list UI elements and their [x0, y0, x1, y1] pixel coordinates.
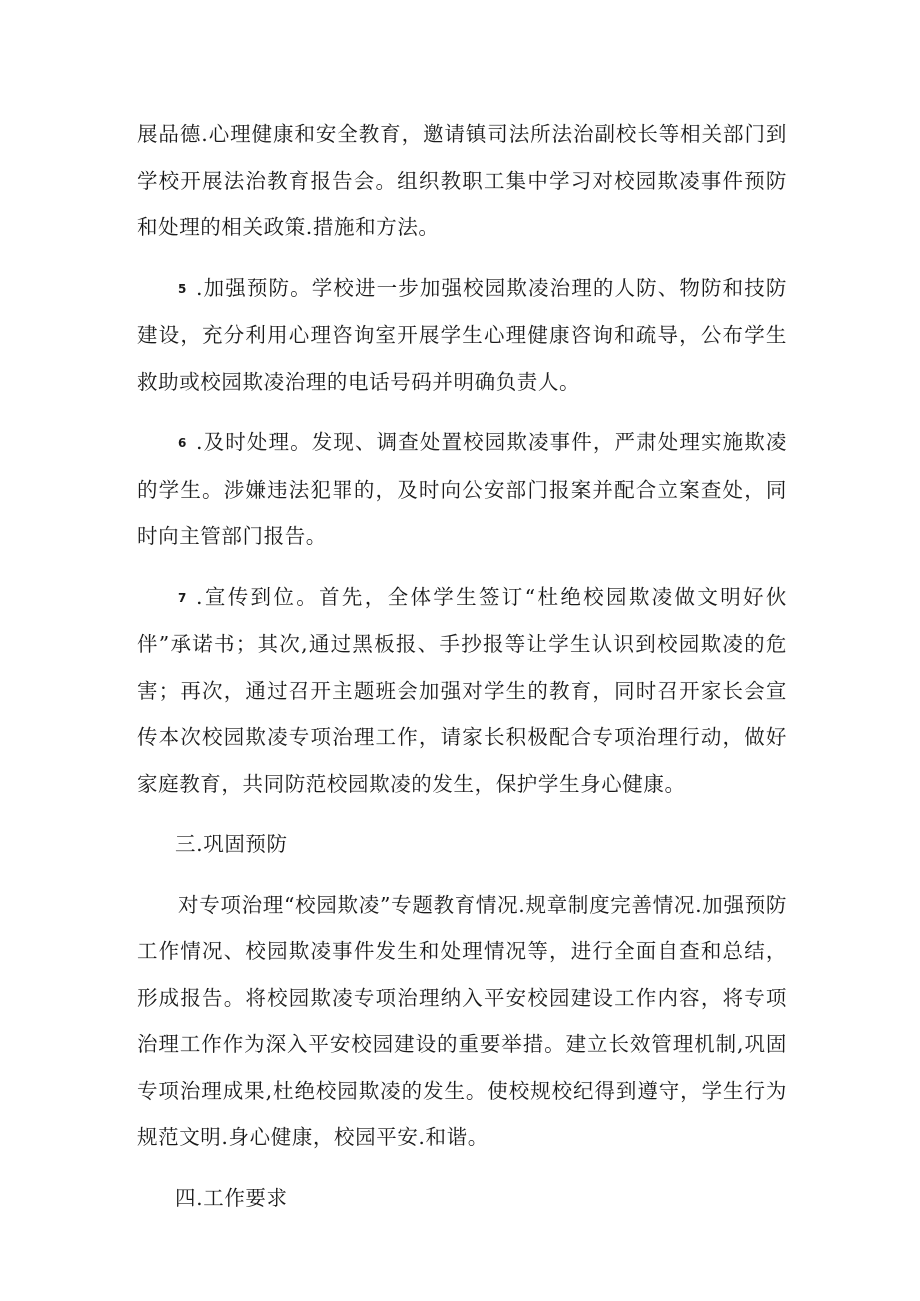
paragraph-gap	[137, 807, 787, 821]
paragraph-item-5	[137, 265, 787, 406]
paragraph-gap	[137, 251, 787, 265]
paragraph-gap	[137, 1161, 787, 1175]
item-6-text: .及时处理。发现、调查处置校园欺凌事件，严肃处理实施欺凌的学生。涉嫌违法犯罪的，及时向公安部门报案并配合立案查处，同时向主管部门报告。	[137, 430, 787, 548]
paragraph-gap	[137, 868, 787, 882]
paragraph-item-6	[137, 419, 787, 560]
item-7-text: .宣传到位。首先，全体学生签订“杜绝校园欺凌做文明好伙伴”承诺书；其次,通过黑板报、手抄报等让学生认识到校园欺凌的危害；再次，通过召开主题班会加强对学生的教育，同时召开家长会宣传本次校园欺凌专项治理工作，请家长积极配合专项治理行动，做好家庭教育，共同防范校园欺凌的发生，保护学生身心健康。	[137, 584, 787, 796]
section-heading-requirements: 四.工作要求	[175, 1185, 288, 1210]
item-number-7: 7	[178, 590, 187, 605]
section-heading-consolidate: 三.巩固预防	[175, 832, 288, 856]
document-body	[137, 111, 787, 1221]
item-number-5: 5	[178, 281, 187, 296]
paragraph-intro-continuation: 展品德.心理健康和安全教育，邀请镇司法所法治副校长等相关部门到学校开展法治教育报告会。组织教职工集中学习对校园欺凌事件预防和处理的相关政策.措施和方法。	[137, 122, 787, 239]
paragraph-gap	[137, 560, 787, 574]
paragraph-item-7	[137, 574, 787, 808]
item-number-6: 6	[178, 436, 187, 450]
paragraph-gap	[137, 405, 787, 419]
paragraph-consolidate: 对专项治理“校园欺凌”专题教育情况.规章制度完善情况.加强预防工作情况、校园欺凌事件发生和处理情况等，进行全面自查和总结，形成报告。将校园欺凌专项治理纳入平安校园建设工作内容，将专项治理工作作为深入平安校园建设的重要举措。建立长效管理机制,巩固专项治理成果,杜绝校园欺凌的发生。使校规校纪得到遵守，学生行为规范文明.身心健康，校园平安.和谐。	[137, 892, 787, 1149]
item-5-text: .加强预防。学校进一步加强校园欺凌治理的人防、物防和技防建设，充分利用心理咨询室开展学生心理健康咨询和疏导，公布学生救助或校园欺凌治理的电话号码并明确负责人。	[137, 275, 787, 394]
